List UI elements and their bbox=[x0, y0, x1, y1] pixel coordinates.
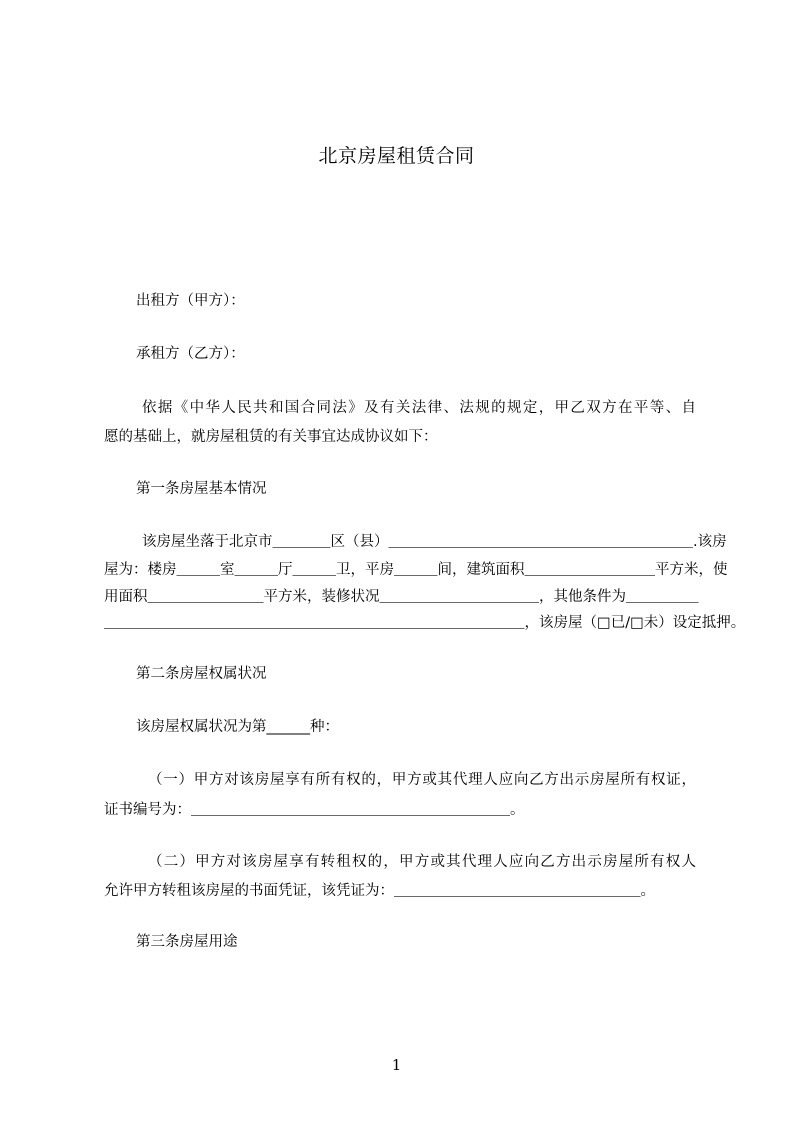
lessor-label: 出租方（甲方）： bbox=[136, 293, 245, 309]
article2-heading: 第二条房屋权属状况 bbox=[136, 666, 267, 682]
article3-heading: 第三条房屋用途 bbox=[136, 934, 238, 950]
article2-item2-line-2: 允许甲方转租该房屋的书面凭证，该凭证为：＿＿＿＿＿＿＿＿＿＿＿＿＿＿＿＿＿。 bbox=[104, 883, 655, 899]
article1-line-2: 屋为：楼房＿＿＿室＿＿＿厅＿＿＿卫，平房＿＿＿间，建筑面积＿＿＿＿＿＿＿＿＿平方米，使 bbox=[104, 562, 728, 578]
preamble-line-1: 依据《中华人民共和国合同法》及有关法律、法规的规定，甲乙双方在平等、自 bbox=[142, 400, 696, 416]
article2-intro: 该房屋权属状况为第______种： bbox=[136, 719, 339, 735]
article2-item1-line-1: （一）甲方对该房屋享有所有权的，甲方或其代理人应向乙方出示房屋所有权证， bbox=[148, 772, 696, 788]
page-number: 1 bbox=[391, 1056, 402, 1074]
article2-item1-line-2: 证书编号为：＿＿＿＿＿＿＿＿＿＿＿＿＿＿＿＿＿＿＿＿＿＿。 bbox=[104, 802, 525, 818]
document-title: 北京房屋租赁合同 bbox=[318, 145, 475, 167]
article1-line-4: ＿＿＿＿＿＿＿＿＿＿＿＿＿＿＿＿＿＿＿＿＿＿＿＿＿＿＿＿＿，该房屋（□已/□未）设定抵押。 bbox=[104, 615, 746, 631]
preamble-line-2: 愿的基础上，就房屋租赁的有关事宜达成协议如下： bbox=[104, 429, 438, 445]
article2-item2-line-1: （二）甲方对该房屋享有转租权的，甲方或其代理人应向乙方出示房屋所有权人 bbox=[148, 854, 696, 870]
lessee-label: 承租方（乙方）： bbox=[136, 346, 245, 362]
article1-line-1: 该房屋坐落于北京市＿＿＿＿区（县）＿＿＿＿＿＿＿＿＿＿＿＿＿＿＿＿＿＿＿＿＿.该房 bbox=[142, 534, 727, 550]
article1-line-3: 用面积＿＿＿＿＿＿＿＿平方米，装修状况＿＿＿＿＿＿＿＿＿＿＿，其他条件为＿＿＿＿＿ bbox=[104, 589, 699, 605]
article1-heading: 第一条房屋基本情况 bbox=[136, 481, 267, 497]
